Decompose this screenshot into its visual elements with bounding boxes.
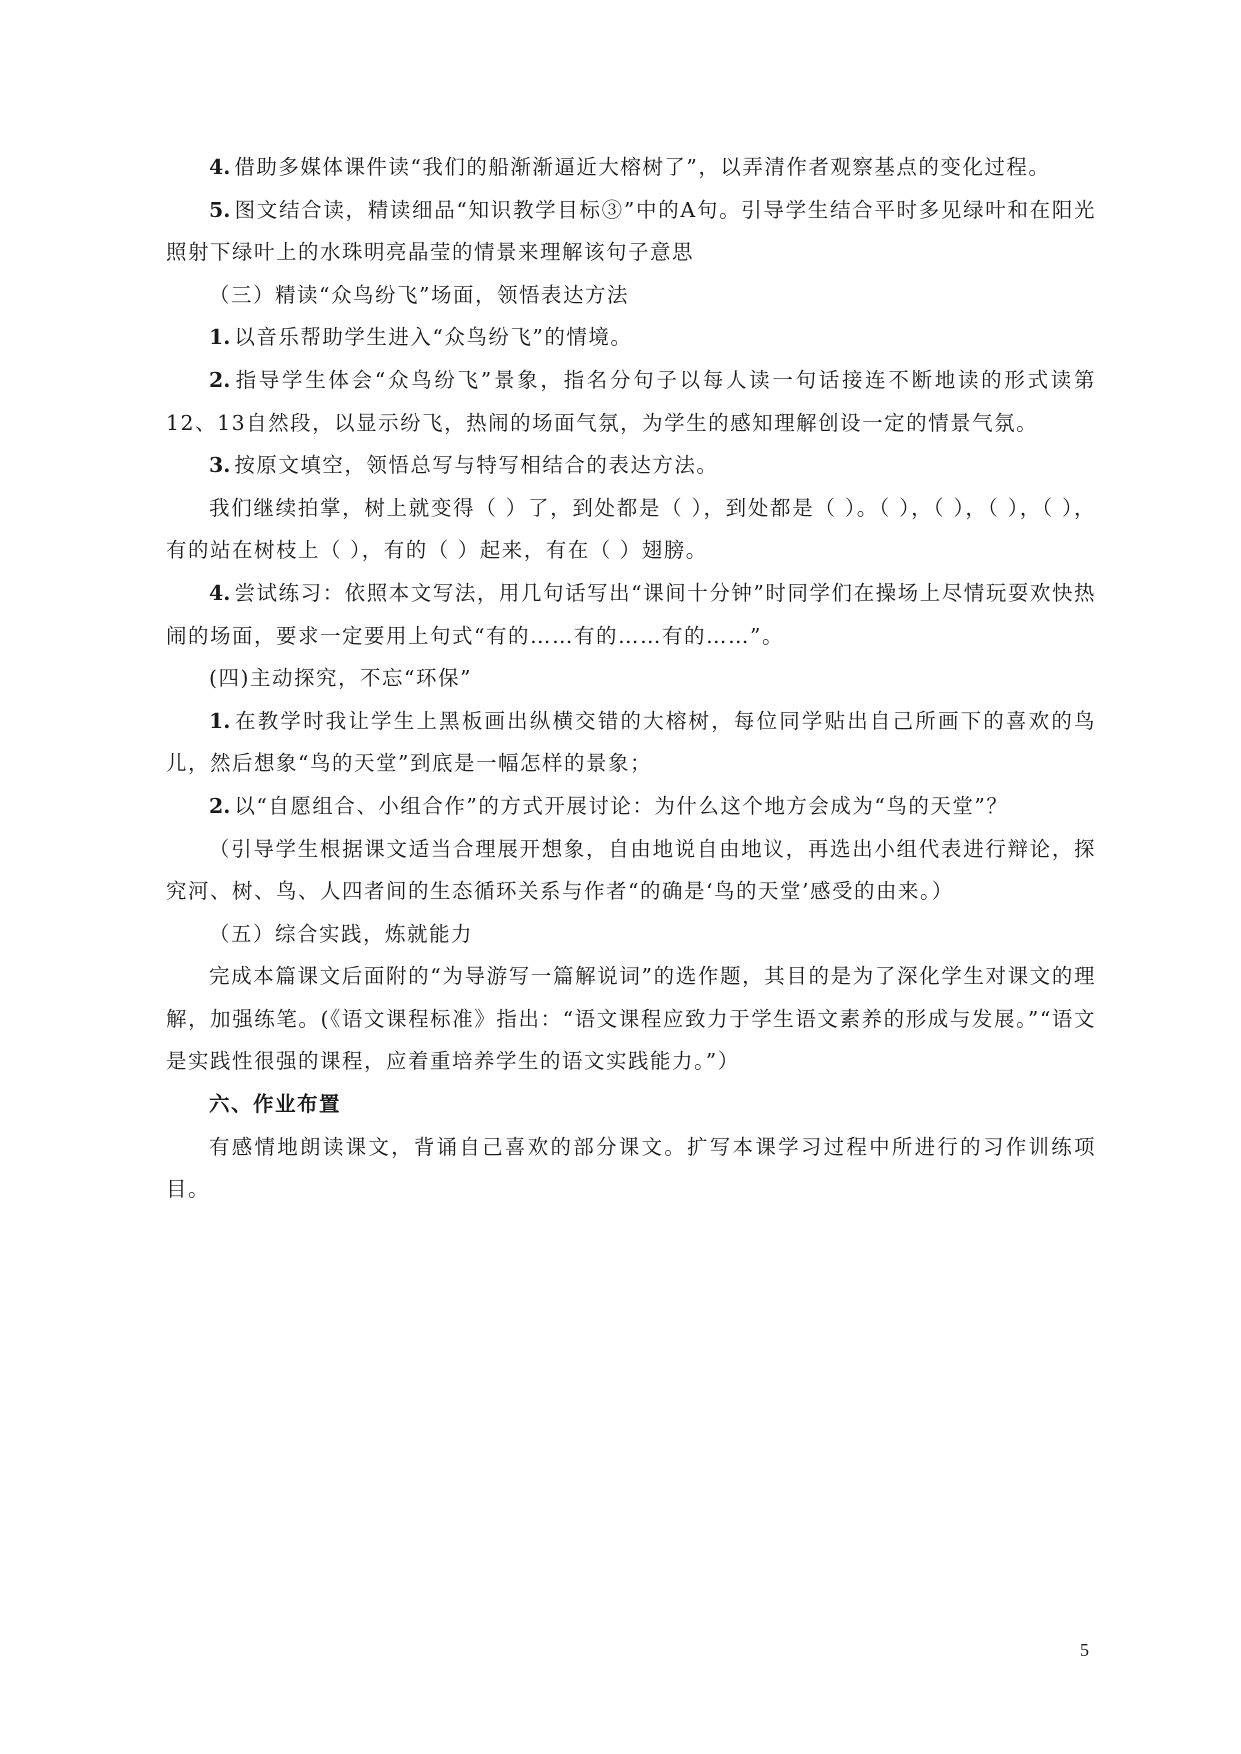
paragraph-text: （引导学生根据课文适当合理展开想象，自由地说自由地议，再选出小组代表进行辩论，探究河、树、鸟、人四者间的生态循环关系与作者“的确是‘鸟的天堂’感受的由来。） (166, 836, 1096, 904)
paragraph (166, 828, 1096, 913)
paragraph-text: 完成本篇课文后面附的“为导游写一篇解说词”的选作题，其目的是为了深化学生对课文的理解，加强练笔。(《语文课程标准》指出：“语文课程应致力于学生语文素养的形成与发展。”“语文是实践性很强的课程，应着重培养学生的语文实践能力。”） (166, 964, 1096, 1074)
section-heading: 六、作业布置 (209, 1092, 341, 1117)
item-number: 2. (209, 793, 231, 818)
item-number: 4. (209, 155, 231, 179)
item-number: 1. (209, 708, 231, 733)
item-number: 4. (209, 580, 231, 605)
paragraph: 有感情地朗读课文，背诵自己喜欢的部分课文。扩写本课学习过程中所进行的习作训练项目。 (166, 1134, 1096, 1202)
paragraph-text: （三）精读“众鸟纷飞”场面，领悟表达方法 (209, 282, 629, 307)
paragraph (166, 444, 1096, 487)
page-number: 5 (1080, 1640, 1089, 1660)
paragraph (166, 785, 1096, 828)
item-number: 2. (209, 367, 231, 392)
paragraph-text: 以“自愿组合、小组合作”的方式开展讨论：为什么这个地方会成为“鸟的天堂”？ (234, 793, 1009, 818)
item-number: 5. (209, 197, 231, 222)
paragraph-text: 在教学时我让学生上黑板画出纵横交错的大榕树，每位同学贴出自己所画下的喜欢的鸟儿，然后想象“鸟的天堂”到底是一幅怎样的景象； (166, 708, 1096, 776)
subsection-heading (166, 913, 1096, 956)
paragraph-text: 按原文填空，领悟总写与特写相结合的表达方法。 (234, 453, 719, 478)
paragraph-text: (四)主动探究，不忘“环保” (209, 666, 472, 691)
fill-in-exercise (166, 487, 1096, 572)
paragraph (166, 572, 1096, 657)
paragraph (166, 316, 1096, 359)
subsection-heading (166, 274, 1096, 317)
subsection-heading (166, 657, 1096, 700)
paragraph (166, 189, 1096, 274)
paragraph-text: 图文结合读，精读细品“知识教学目标③”中的A句。引导学生结合平时多见绿叶和在阳光照射下绿叶上的水珠明亮晶莹的情景来理解该句子意思 (166, 197, 1096, 265)
paragraph (166, 359, 1096, 444)
paragraph (166, 700, 1096, 785)
paragraph-text: （五）综合实践，炼就能力 (209, 921, 473, 946)
paragraph-text: 我们继续拍掌，树上就变得（ ）了，到处都是（ ），到处都是（ ）。（ ），（ ），（ ），（ ），有的站在树枝上（ ），有的（ ）起来，有在（ ）翅膀。 (166, 495, 1096, 563)
paragraph (166, 146, 1096, 189)
paragraph-text: 尝试练习：依照本文写法，用几句话写出“课间十分钟”时同学们在操场上尽情玩耍欢快热闹的场面，要求一定要用上句式“有的……有的……有的……”。 (166, 580, 1096, 648)
paragraph (166, 955, 1096, 1083)
document-body (166, 146, 1096, 1211)
paragraph-text: 借助多媒体课件读“我们的船渐渐逼近大榕树了”，以弄清作者观察基点的变化过程。 (234, 155, 1051, 179)
paragraph-text: 以音乐帮助学生进入“众鸟纷飞”的情境。 (234, 325, 633, 350)
item-number: 3. (209, 453, 231, 478)
item-number: 1. (209, 325, 231, 350)
paragraph-text: 指导学生体会“众鸟纷飞”景象，指名分句子以每人读一句话接连不断地读的形式读第12、13自然段，以显示纷飞，热闹的场面气氛，为学生的感知理解创设一定的情景气氛。 (166, 367, 1096, 435)
